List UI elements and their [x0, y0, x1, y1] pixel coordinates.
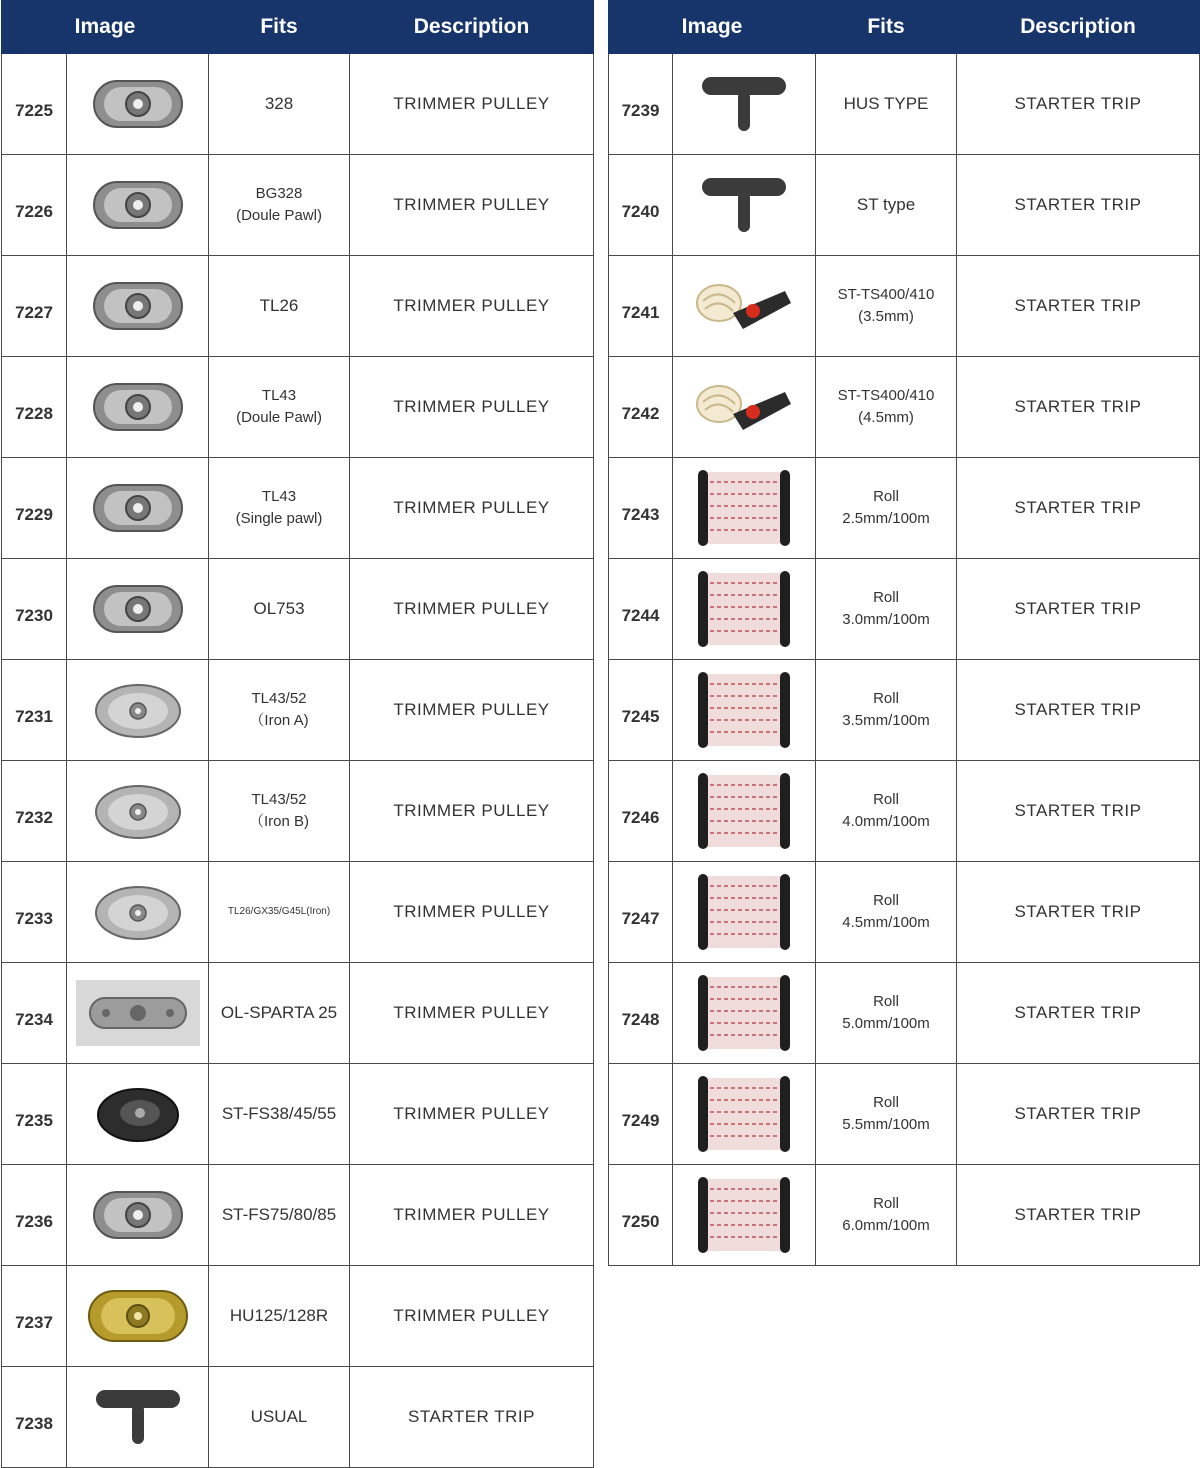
fits-cell: [209, 357, 350, 458]
fits-line-1: Roll: [873, 892, 899, 909]
description-cell: TRIMMER PULLEY: [350, 660, 594, 761]
product-code: 7248: [609, 963, 673, 1064]
fits-line-2: 4.0mm/100m: [842, 813, 930, 830]
fits-line-1: Roll: [873, 791, 899, 808]
product-image: [673, 1165, 816, 1266]
table-row: [609, 761, 1200, 862]
fits-cell: [209, 1165, 350, 1266]
description-cell: STARTER TRIP: [957, 458, 1200, 559]
product-code: 7240: [609, 155, 673, 256]
handle-rope-icon: [673, 273, 815, 339]
description-cell: STARTER TRIP: [957, 54, 1200, 155]
product-image: [67, 1266, 209, 1367]
right-header-row: [609, 1, 1200, 54]
fits-cell: [209, 660, 350, 761]
description-cell: STARTER TRIP: [350, 1367, 594, 1468]
product-image: [673, 1064, 816, 1165]
fits-cell: [816, 559, 957, 660]
table-row: [609, 559, 1200, 660]
dark-pulley-icon: [67, 1081, 208, 1147]
fits-cell: [816, 963, 957, 1064]
product-image: [673, 963, 816, 1064]
product-code: 7239: [609, 54, 673, 155]
right-header-fits: Fits: [816, 1, 957, 54]
table-row: [2, 256, 594, 357]
pulley-icon: [67, 374, 208, 440]
pulley-icon: [67, 1182, 208, 1248]
product-image: [673, 862, 816, 963]
fits-line-2: (3.5mm): [858, 308, 914, 325]
fits-line-1: TL43: [261, 488, 297, 505]
description-cell: TRIMMER PULLEY: [350, 458, 594, 559]
fits-cell: [816, 54, 957, 155]
product-code: 7242: [609, 357, 673, 458]
handle-icon: [673, 71, 815, 137]
fits-line-1: ST-FS38/45/55: [221, 1104, 337, 1123]
fits-line-1: TL43/52: [251, 690, 307, 707]
table-row: [2, 862, 594, 963]
fits-line-2: 3.5mm/100m: [842, 712, 930, 729]
fits-line-1: ST-TS400/410: [837, 387, 935, 404]
product-code: 7232: [2, 761, 67, 862]
disc-pulley-icon: [67, 677, 208, 743]
table-row: [2, 660, 594, 761]
fits-line-1: BG328: [255, 185, 303, 202]
left-header-description: Description: [350, 1, 594, 54]
fits-cell: [816, 862, 957, 963]
description-cell: STARTER TRIP: [957, 357, 1200, 458]
fits-line-2: (4.5mm): [858, 409, 914, 426]
fits-line-1: OL-SPARTA 25: [220, 1003, 338, 1022]
table-row: [2, 54, 594, 155]
fits-cell: [209, 155, 350, 256]
table-row: [609, 1165, 1200, 1266]
fits-cell: [816, 1064, 957, 1165]
description-cell: STARTER TRIP: [957, 862, 1200, 963]
disc-pulley-icon: [67, 879, 208, 945]
fits-line-1: TL26: [259, 296, 299, 315]
rope-roll-icon: [673, 971, 815, 1055]
fits-line-1: ST-TS400/410: [837, 286, 935, 303]
fits-cell: [209, 1064, 350, 1165]
product-image: [673, 357, 816, 458]
fits-cell: [816, 155, 957, 256]
fits-cell: [209, 1367, 350, 1468]
product-code: 7231: [2, 660, 67, 761]
left-parts-table: [1, 0, 594, 1468]
fits-line-2: (Doule Pawl): [236, 207, 322, 224]
description-cell: STARTER TRIP: [957, 256, 1200, 357]
description-cell: TRIMMER PULLEY: [350, 1165, 594, 1266]
fits-line-2: 2.5mm/100m: [842, 510, 930, 527]
rope-roll-icon: [673, 1072, 815, 1156]
product-image: [673, 256, 816, 357]
table-row: [2, 1367, 594, 1468]
product-image: [67, 761, 209, 862]
fits-cell: [209, 458, 350, 559]
description-cell: TRIMMER PULLEY: [350, 357, 594, 458]
product-image: [67, 54, 209, 155]
pulley-icon: [67, 475, 208, 541]
product-code: 7238: [2, 1367, 67, 1468]
fits-cell: [816, 1165, 957, 1266]
fits-line-1: OL753: [253, 599, 305, 618]
fits-cell: [209, 862, 350, 963]
table-row: [2, 1064, 594, 1165]
product-code: 7228: [2, 357, 67, 458]
rope-roll-icon: [673, 769, 815, 853]
fits-line-1: ST-FS75/80/85: [221, 1205, 337, 1224]
fits-line-2: （Iron A): [249, 712, 309, 729]
table-row: [609, 862, 1200, 963]
table-row: [2, 155, 594, 256]
table-row: [2, 1266, 594, 1367]
fits-cell: [209, 1266, 350, 1367]
fits-line-1: Roll: [873, 1195, 899, 1212]
handle-icon: [673, 172, 815, 238]
product-code: 7229: [2, 458, 67, 559]
plate-pulley-icon: [67, 980, 208, 1046]
handle-rope-icon: [673, 374, 815, 440]
product-image: [67, 256, 209, 357]
product-image: [67, 1367, 209, 1468]
fits-line-1: 328: [264, 94, 294, 113]
fits-line-1: Roll: [873, 993, 899, 1010]
table-row: [2, 1165, 594, 1266]
fits-line-2: 5.0mm/100m: [842, 1015, 930, 1032]
rope-roll-icon: [673, 1173, 815, 1257]
pulley-icon: [67, 172, 208, 238]
product-image: [673, 660, 816, 761]
fits-line-2: (Doule Pawl): [236, 409, 322, 426]
rope-roll-icon: [673, 466, 815, 550]
fits-line-2: 5.5mm/100m: [842, 1116, 930, 1133]
fits-cell: [816, 357, 957, 458]
table-row: [609, 357, 1200, 458]
product-image: [673, 458, 816, 559]
description-cell: TRIMMER PULLEY: [350, 761, 594, 862]
product-code: 7225: [2, 54, 67, 155]
pulley-icon: [67, 576, 208, 642]
description-cell: TRIMMER PULLEY: [350, 256, 594, 357]
fits-line-1: HUS TYPE: [843, 94, 929, 113]
description-cell: TRIMMER PULLEY: [350, 155, 594, 256]
description-cell: TRIMMER PULLEY: [350, 1064, 594, 1165]
table-row: [2, 761, 594, 862]
description-cell: STARTER TRIP: [957, 660, 1200, 761]
fits-cell: [209, 559, 350, 660]
description-cell: TRIMMER PULLEY: [350, 862, 594, 963]
product-image: [67, 155, 209, 256]
product-code: 7234: [2, 963, 67, 1064]
fits-cell: [816, 256, 957, 357]
table-row: [2, 559, 594, 660]
product-image: [67, 963, 209, 1064]
pulley-icon: [67, 71, 208, 137]
fits-line-1: ST type: [856, 195, 916, 214]
product-image: [67, 357, 209, 458]
fits-line-2: （Iron B): [249, 813, 310, 830]
description-cell: STARTER TRIP: [957, 1165, 1200, 1266]
fits-line-1: HU125/128R: [229, 1306, 329, 1325]
fits-line-2: 4.5mm/100m: [842, 914, 930, 931]
fits-line-2: 6.0mm/100m: [842, 1217, 930, 1234]
product-image: [673, 559, 816, 660]
fits-cell: [816, 761, 957, 862]
product-image: [67, 660, 209, 761]
right-header-description: Description: [957, 1, 1200, 54]
description-cell: TRIMMER PULLEY: [350, 1266, 594, 1367]
description-cell: STARTER TRIP: [957, 761, 1200, 862]
fits-line-2: (Single pawl): [235, 510, 323, 527]
product-code: 7241: [609, 256, 673, 357]
gold-pulley-icon: [67, 1281, 208, 1351]
product-code: 7244: [609, 559, 673, 660]
rope-roll-icon: [673, 870, 815, 954]
product-image: [67, 559, 209, 660]
fits-cell: [209, 761, 350, 862]
description-cell: STARTER TRIP: [957, 559, 1200, 660]
fits-cell: [209, 963, 350, 1064]
product-image: [67, 1165, 209, 1266]
description-cell: STARTER TRIP: [957, 963, 1200, 1064]
fits-line-1: Roll: [873, 488, 899, 505]
fits-line-1: TL26/GX35/G45L(Iron): [227, 906, 331, 917]
product-code: 7236: [2, 1165, 67, 1266]
fits-cell: [816, 660, 957, 761]
fits-line-1: TL43/52: [251, 791, 307, 808]
fits-line-1: Roll: [873, 1094, 899, 1111]
product-code: 7250: [609, 1165, 673, 1266]
product-code: 7237: [2, 1266, 67, 1367]
product-code: 7246: [609, 761, 673, 862]
product-code: 7230: [2, 559, 67, 660]
left-header-fits: Fits: [209, 1, 350, 54]
fits-line-2: 3.0mm/100m: [842, 611, 930, 628]
table-row: [609, 660, 1200, 761]
description-cell: STARTER TRIP: [957, 1064, 1200, 1165]
description-cell: TRIMMER PULLEY: [350, 54, 594, 155]
fits-line-1: Roll: [873, 690, 899, 707]
product-code: 7249: [609, 1064, 673, 1165]
fits-line-1: USUAL: [250, 1407, 308, 1426]
fits-cell: [816, 458, 957, 559]
description-cell: STARTER TRIP: [957, 155, 1200, 256]
table-row: [609, 54, 1200, 155]
product-code: 7227: [2, 256, 67, 357]
disc-pulley-icon: [67, 778, 208, 844]
product-image: [673, 54, 816, 155]
right-header-image: Image: [609, 1, 816, 54]
left-header-image: Image: [2, 1, 209, 54]
table-row: [609, 256, 1200, 357]
product-code: 7243: [609, 458, 673, 559]
table-row: [609, 963, 1200, 1064]
rope-roll-icon: [673, 567, 815, 651]
description-cell: TRIMMER PULLEY: [350, 559, 594, 660]
pulley-icon: [67, 273, 208, 339]
description-cell: TRIMMER PULLEY: [350, 963, 594, 1064]
table-row: [609, 155, 1200, 256]
right-parts-table: [608, 0, 1200, 1266]
handle-icon: [67, 1384, 208, 1450]
product-image: [673, 761, 816, 862]
fits-cell: [209, 54, 350, 155]
product-image: [673, 155, 816, 256]
product-image: [67, 1064, 209, 1165]
product-code: 7226: [2, 155, 67, 256]
table-row: [609, 1064, 1200, 1165]
product-code: 7235: [2, 1064, 67, 1165]
product-code: 7233: [2, 862, 67, 963]
table-row: [609, 458, 1200, 559]
product-image: [67, 862, 209, 963]
fits-line-1: TL43: [261, 387, 297, 404]
fits-cell: [209, 256, 350, 357]
table-row: [2, 458, 594, 559]
left-header-row: [2, 1, 594, 54]
table-row: [2, 357, 594, 458]
product-code: 7245: [609, 660, 673, 761]
rope-roll-icon: [673, 668, 815, 752]
product-image: [67, 458, 209, 559]
fits-line-1: Roll: [873, 589, 899, 606]
product-code: 7247: [609, 862, 673, 963]
table-row: [2, 963, 594, 1064]
